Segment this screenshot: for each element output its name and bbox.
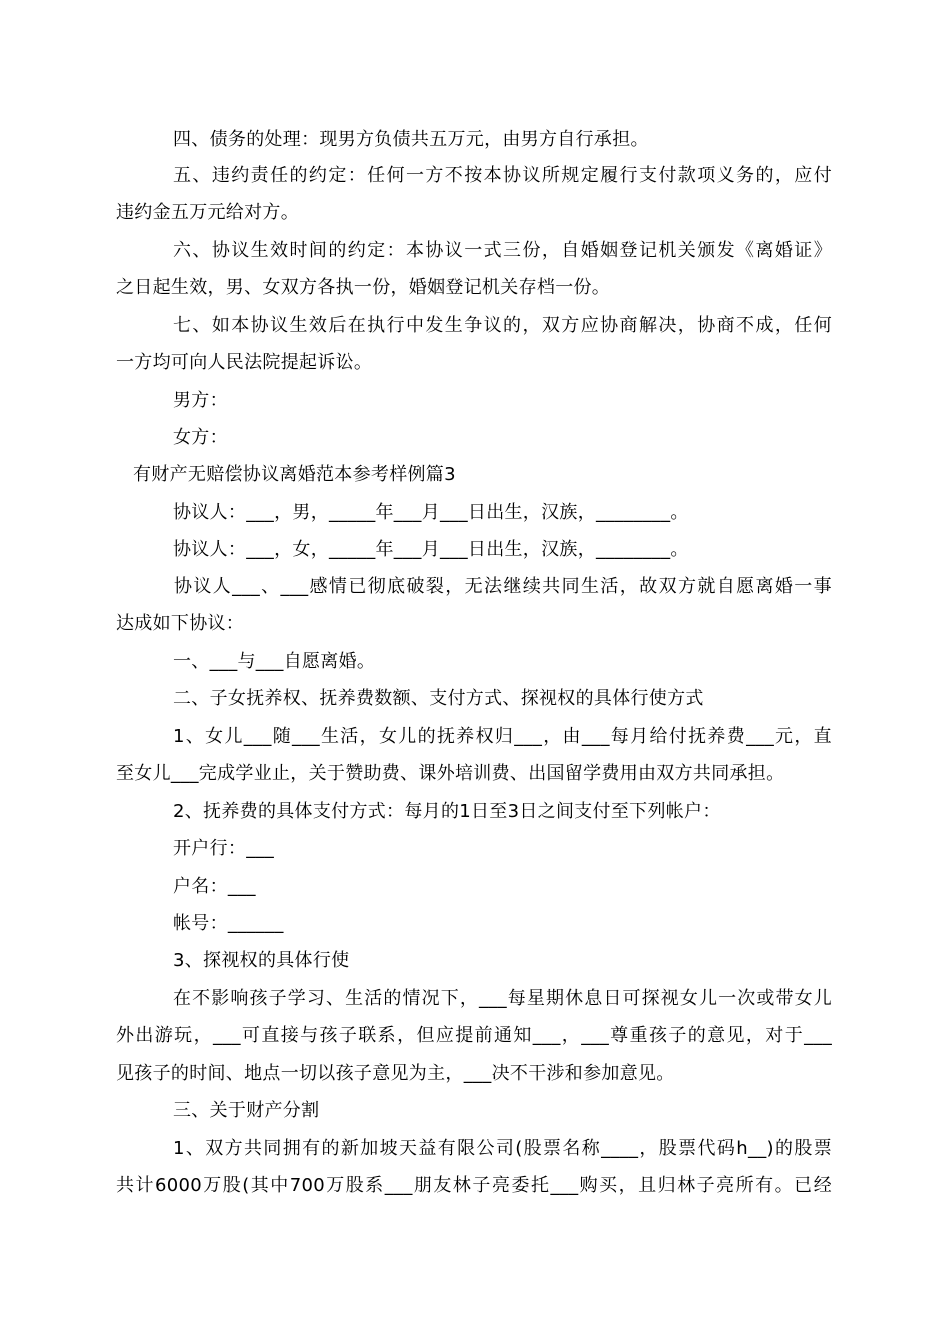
bank-name-field: 开户行：___ — [173, 838, 275, 859]
paragraph-visitation-line3: 见孩子的时间、地点一切以孩子意见为主，___决不干涉和参加意见。 — [116, 1063, 675, 1084]
account-number-field: 帐号：______ — [173, 913, 284, 934]
section-title: 有财产无赔偿协议离婚范本参考样例篇3 — [133, 464, 456, 485]
paragraph-dispute-line1: 七、如本协议生效后在执行中发生争议的，双方应协商解决，协商不成，任何 — [173, 315, 832, 336]
paragraph-intro-line1: 协议人___、___感情已彻底破裂，无法继续共同生活，故双方就自愿离婚一事 — [174, 576, 832, 597]
paragraph-debt: 四、债务的处理：现男方负债共五万元，由男方自行承担。 — [173, 129, 649, 150]
paragraph-custody-line1: 1、女儿___随___生活，女儿的抚养权归___，由___每月给付抚养费___元，直 — [173, 726, 832, 747]
signature-male: 男方： — [173, 390, 228, 411]
signature-female: 女方： — [173, 427, 228, 448]
clause-three-heading: 三、关于财产分割 — [173, 1100, 320, 1121]
paragraph-dispute-line2: 一方均可向人民法院提起诉讼。 — [116, 352, 373, 373]
paragraph-intro-line2: 达成如下协议： — [116, 613, 245, 634]
paragraph-effective-line2: 之日起生效，男、女双方各执一份，婚姻登记机关存档一份。 — [116, 277, 611, 298]
paragraph-breach-line2: 违约金五万元给对方。 — [116, 202, 299, 223]
paragraph-visitation-line2: 外出游玩，___可直接与孩子联系，但应提前通知___，___尊重孩子的意见，对于___ — [116, 1025, 832, 1046]
clause-one: 一、___与___自愿离婚。 — [173, 651, 376, 672]
payment-method: 2、抚养费的具体支付方式：每月的1日至3日之间支付至下列帐户： — [173, 801, 721, 822]
account-holder-field: 户名：___ — [173, 876, 256, 897]
paragraph-visitation-line1: 在不影响孩子学习、生活的情况下，___每星期休息日可探视女儿一次或带女儿 — [173, 988, 832, 1009]
paragraph-custody-line2: 至女儿___完成学业止，关于赞助费、课外培训费、出国留学费用由双方共同承担。 — [116, 763, 785, 784]
party-female: 协议人：___，女，_____年___月___日出生，汉族，________。 — [173, 539, 689, 560]
visitation-heading: 3、探视权的具体行使 — [173, 950, 350, 971]
paragraph-property-line1: 1、双方共同拥有的新加坡天益有限公司(股票名称____，股票代码h__)的股票 — [173, 1138, 832, 1159]
party-male: 协议人：___，男，_____年___月___日出生，汉族，________。 — [173, 502, 689, 523]
paragraph-property-line2: 共计6000万股(其中700万股系___朋友林子亮委托___购买，且归林子亮所有。已经 — [116, 1175, 832, 1196]
paragraph-breach-line1: 五、违约责任的约定：任何一方不按本协议所规定履行支付款项义务的，应付 — [173, 165, 832, 186]
paragraph-effective-line1: 六、协议生效时间的约定：本协议一式三份，自婚姻登记机关颁发《离婚证》 — [173, 240, 832, 261]
clause-two-heading: 二、子女抚养权、抚养费数额、支付方式、探视权的具体行使方式 — [173, 688, 704, 709]
